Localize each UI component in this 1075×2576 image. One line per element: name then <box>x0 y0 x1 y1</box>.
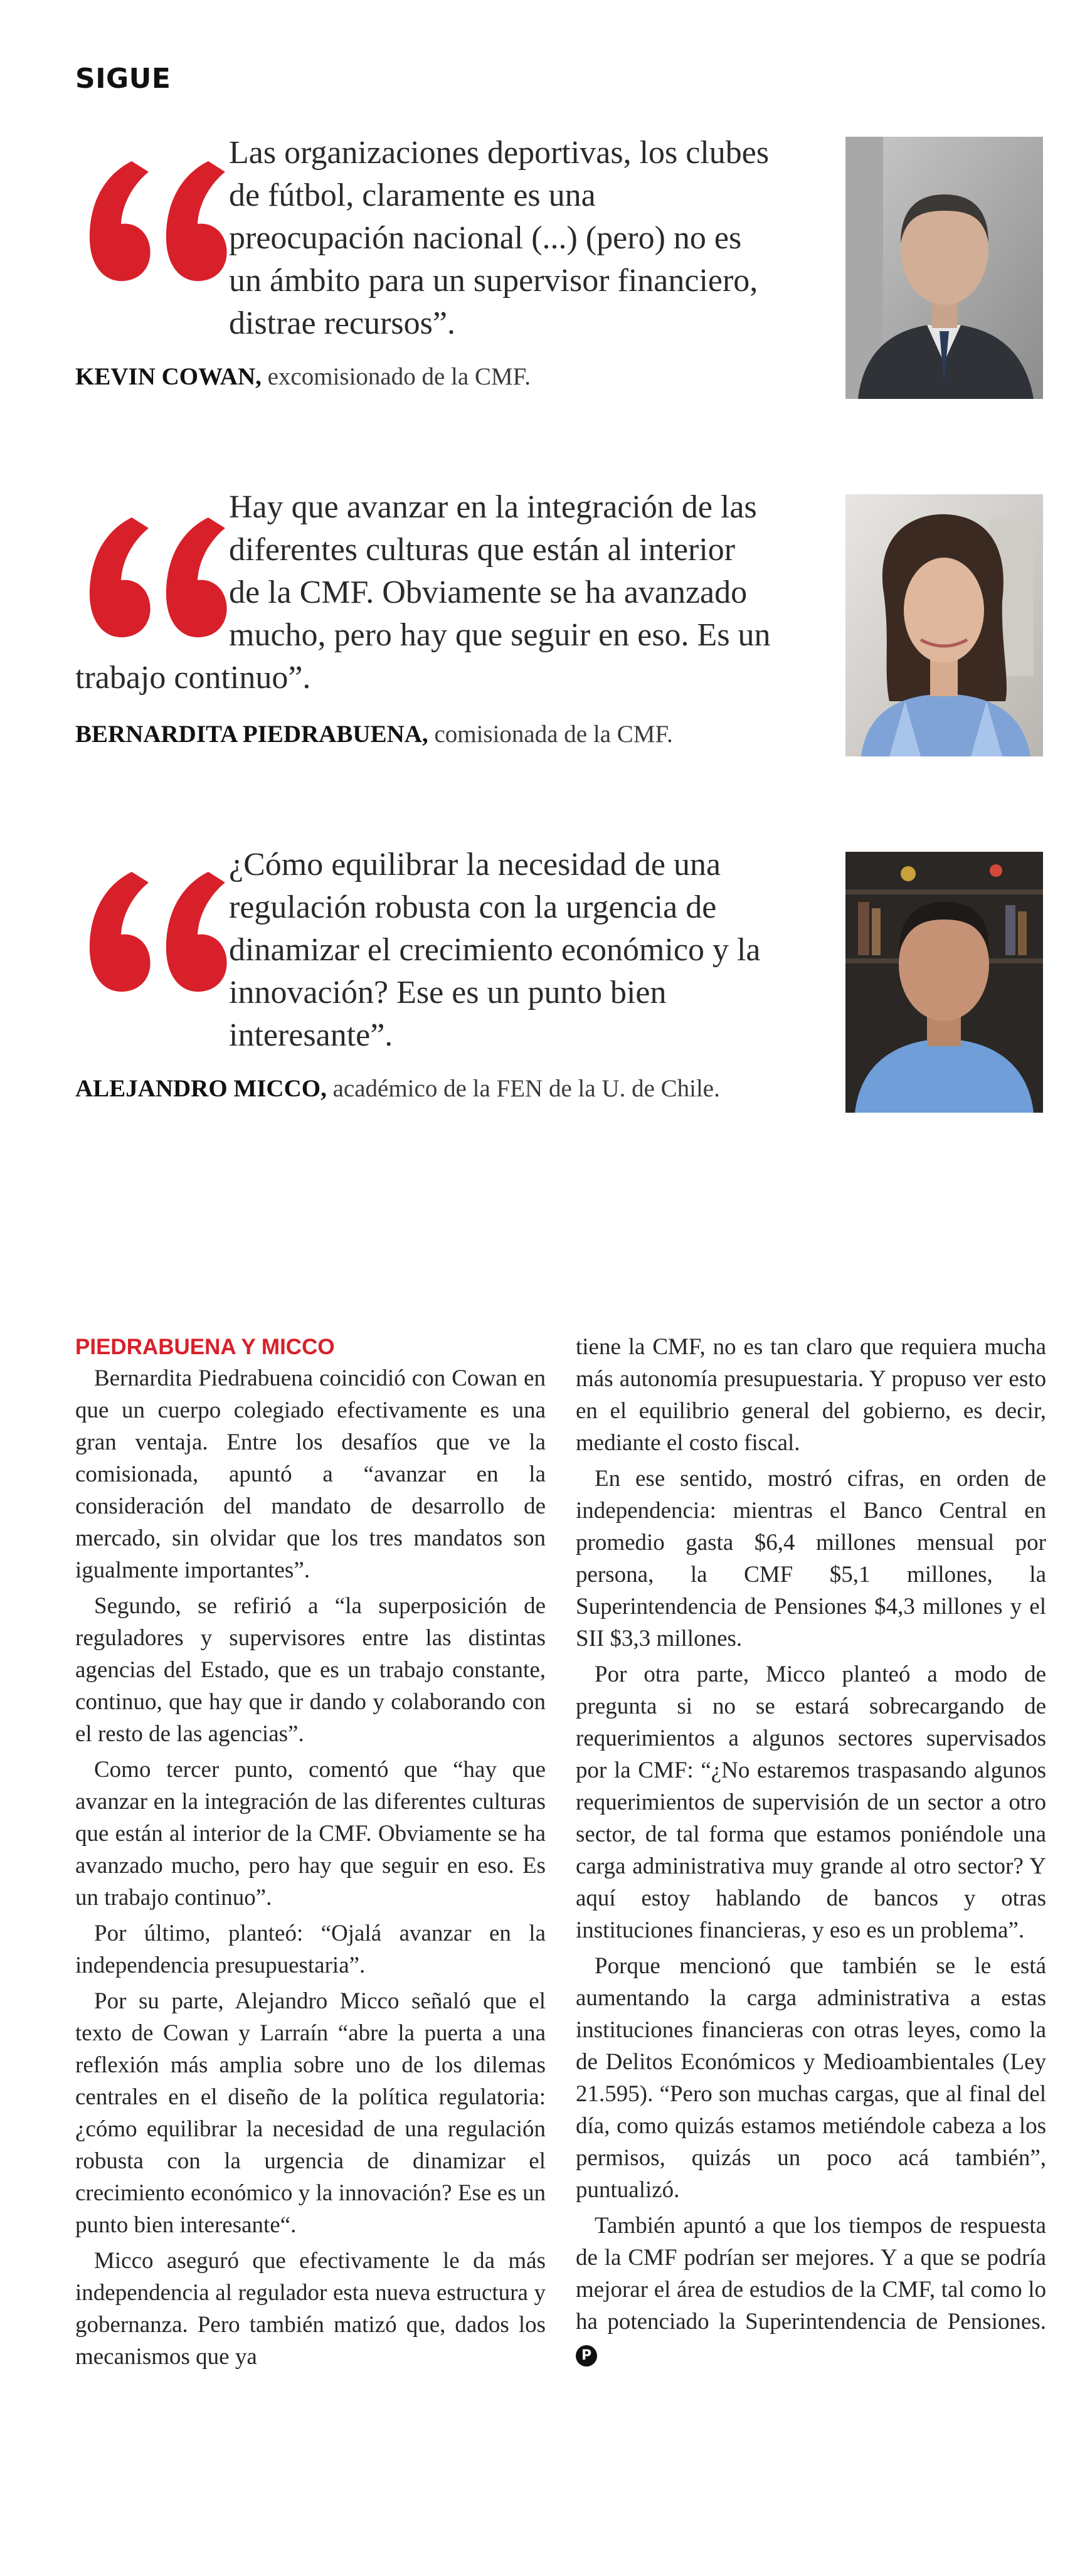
article-paragraph: Por otra parte, Micco planteó a modo de pregunta si no se estará sobrecargando de requerimientos a algunos sectores supervisados por la CMF: “¿No estaremos traspasando algunos requerimientos de supervisión de un sector a otro sector, de tal forma que estamos poniéndole una carga administrativa muy grande al otro sector? Y aquí estoy hablando de bancos y otras instituciones financieras, y eso es un problema”. <box>576 1662 1046 1943</box>
article-paragraph: En ese sentido, mostró cifras, en orden de independencia: mientras el Banco Central en promedio gasta $6,4 millones mensual por persona, la CMF $5,1 millones, la Superintendencia de Pensiones $4,3 millones y el SII $3,3 millones. <box>576 1466 1046 1651</box>
speaker-role: comisionada de la CMF. <box>434 721 673 748</box>
article-paragraph <box>576 2210 1046 2370</box>
article-paragraph: Porque mencionó que también se le está aumentando la carga administrativa a estas instituciones financieras con otras leyes, como la de Delitos Económicos y Medioambientales (Ley 21.595). “Pero son muchas cargas, que al final del día, como quizás estamos metiéndole cabeza a los permisos, quizás un poco acá también”, puntualizó. <box>576 1953 1046 2203</box>
article-column-left <box>75 1362 546 2441</box>
portrait-photo <box>845 852 1043 1113</box>
portrait-photo <box>845 137 1043 399</box>
speaker-name: KEVIN COWAN, <box>75 363 262 390</box>
article-paragraph: Micco aseguró que efectivamente le da más independencia al regulador esta nueva estructura y gobernanza. Pero también matizó que, dados los mecanismos que ya <box>75 2248 546 2370</box>
section-heading: PIEDRABUENA Y MICCO <box>75 1335 335 1359</box>
portrait-photo <box>845 494 1043 756</box>
speaker-role: excomisionado de la CMF. <box>267 363 531 390</box>
quote-text: Hay que avanzar en la integración de las diferentes culturas que están al interior de la CMF. Obviamente se ha avanzado mucho, pero hay que seguir en eso. Es un trabajo continuo”. <box>75 489 771 696</box>
quote-attribution <box>75 720 673 748</box>
article-paragraph: Segundo, se refirió a “la superposición de reguladores y supervisores entre las distintas agencias del Estado, que es un trabajo constante, continuo, que hay que ir dando y colaborando con el resto de las agencias”. <box>75 1593 546 1747</box>
article-paragraph: Por su parte, Alejandro Micco señaló que el texto de Cowan y Larraín “abre la puerta a una reflexión más amplia sobre uno de los dilemas centrales en el diseño de la política regulatoria: ¿cómo equilibrar la necesidad de una regulación robusta con la urgencia de dinamizar el crecimiento económico y la innovación? Ese es un punto bien interesante“. <box>75 1988 546 2238</box>
quote-attribution <box>75 1074 720 1103</box>
article-paragraph-text: También apuntó a que los tiempos de respuesta de la CMF podrían ser mejores. Y a que se podría mejorar el área de estudios de la CMF, tal como lo ha potenciado la Superintendencia de Pensiones. <box>576 2213 1046 2335</box>
speaker-name: ALEJANDRO MICCO, <box>75 1075 327 1102</box>
article-column-right <box>576 1331 1046 2410</box>
quote-text: ¿Cómo equilibrar la necesidad de una regulación robusta con la urgencia de dinamizar el crecimiento económico y la innovación? Ese es un punto bien interesante”. <box>229 847 761 1053</box>
article-paragraph: Como tercer punto, comentó que “hay que avanzar en la integración de las diferentes culturas que están al interior de la CMF. Obviamente se ha avanzado mucho, pero hay que seguir en eso. Es un trabajo continuo”. <box>75 1757 546 1911</box>
speaker-name: BERNARDITA PIEDRABUENA, <box>75 721 428 748</box>
quote-text: Las organizaciones deportivas, los clubes de fútbol, claramente es una preocupación nacional (...) (pero) no es un ámbito para un supervisor financiero, distrae recursos”. <box>229 135 770 341</box>
speaker-role: académico de la FEN de la U. de Chile. <box>332 1075 720 1102</box>
section-label: SIGUE <box>75 63 171 95</box>
quote-attribution <box>75 363 531 391</box>
end-mark-icon: P <box>576 2345 597 2367</box>
article-paragraph: Por último, planteó: “Ojalá avanzar en la independencia presupuestaria”. <box>75 1921 546 1978</box>
article-paragraph: tiene la CMF, no es tan claro que requiera mucha más autonomía presupuestaria. Y propuso ver esto en el equilibrio general del gobierno, es decir, mediante el costo fiscal. <box>576 1334 1046 1456</box>
article-paragraph: Bernardita Piedrabuena coincidió con Cowan en que un cuerpo colegiado efectivamente es una gran ventaja. Entre los desafíos que ve la comisionada, apuntó a “avanzar en la consideración del mandato de desarrollo de mercado, sin olvidar que los tres mandatos son igualmente importantes”. <box>75 1365 546 1583</box>
